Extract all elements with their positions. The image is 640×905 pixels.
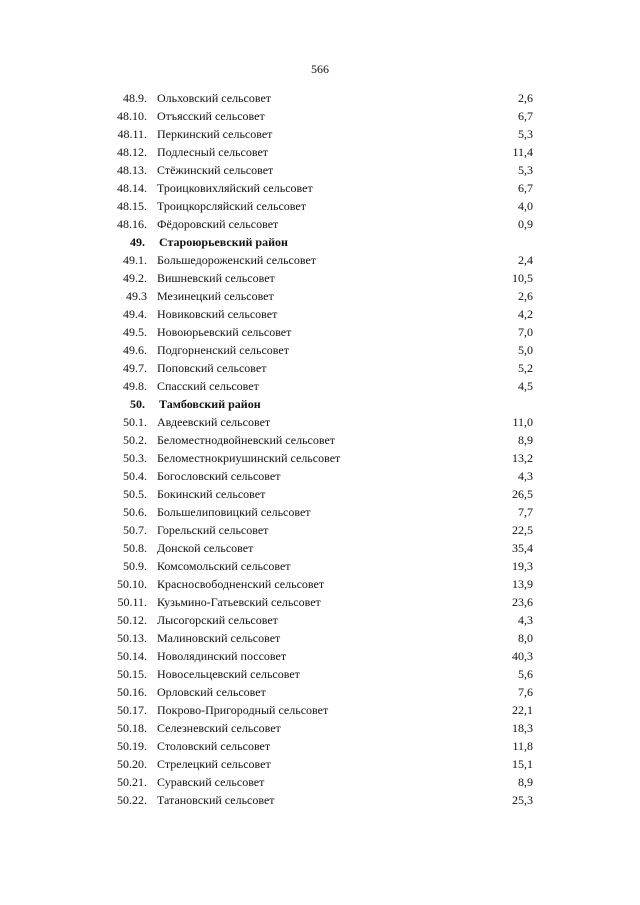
council-name: Спасский сельсовет (157, 379, 259, 393)
table-row (0, 737, 640, 755)
row-number: 50.16. (117, 685, 147, 699)
row-number: 50.1. (123, 415, 147, 429)
row-value: 7,0 (518, 325, 533, 339)
council-name: Лысогорский сельсовет (157, 613, 278, 627)
row-number: 50.17. (117, 703, 147, 717)
council-name: Новоюрьевский сельсовет (157, 325, 292, 339)
table-row (0, 413, 640, 431)
council-name: Суравский сельсовет (157, 775, 265, 789)
council-name: Беломестнокриушинский сельсовет (157, 451, 341, 465)
table-row (0, 125, 640, 143)
row-value: 4,3 (518, 469, 533, 483)
table-row (0, 197, 640, 215)
council-name: Комсомольский сельсовет (157, 559, 291, 573)
row-number: 50.7. (123, 523, 147, 537)
row-value: 22,1 (512, 703, 533, 717)
row-number: 50.9. (123, 559, 147, 573)
row-value: 2,4 (518, 253, 533, 267)
row-value: 2,6 (518, 289, 533, 303)
council-name: Кузьмино-Гатьевский сельсовет (157, 595, 321, 609)
table-row (0, 341, 640, 359)
row-number: 50.4. (123, 469, 147, 483)
row-number: 50.22. (117, 793, 147, 807)
table-row (0, 611, 640, 629)
council-name: Орловский сельсовет (157, 685, 266, 699)
table-row (0, 215, 640, 233)
table-row (0, 179, 640, 197)
row-value: 7,7 (518, 505, 533, 519)
district-name: Тамбовский район (159, 397, 261, 411)
row-number: 50.12. (117, 613, 147, 627)
council-name: Мезинецкий сельсовет (157, 289, 274, 303)
row-value: 7,6 (518, 685, 533, 699)
table-row (0, 305, 640, 323)
council-name: Донской сельсовет (157, 541, 254, 555)
table-row (0, 323, 640, 341)
row-number: 48.15. (117, 199, 147, 213)
table-row (0, 449, 640, 467)
row-number: 49.3 (126, 289, 147, 303)
row-value: 18,3 (512, 721, 533, 735)
council-name: Столовский сельсовет (157, 739, 271, 753)
council-name: Татановский сельсовет (157, 793, 275, 807)
table-row (0, 647, 640, 665)
row-value: 40,3 (512, 649, 533, 663)
row-value: 11,8 (512, 739, 533, 753)
row-value: 13,9 (512, 577, 533, 591)
table-row (0, 287, 640, 305)
council-name: Авдеевский сельсовет (157, 415, 271, 429)
table-row (0, 701, 640, 719)
row-number: 48.13. (117, 163, 147, 177)
page-number: 566 (311, 62, 329, 76)
row-number: 50.11. (117, 595, 147, 609)
council-name: Беломестнодвойневский сельсовет (157, 433, 336, 447)
council-name: Селезневский сельсовет (157, 721, 281, 735)
row-value: 8,0 (518, 631, 533, 645)
row-value: 10,5 (512, 271, 533, 285)
district-name: Староюрьевский район (159, 235, 288, 249)
row-number: 50.6. (123, 505, 147, 519)
table-row (0, 467, 640, 485)
row-value: 15,1 (512, 757, 533, 771)
table-row (0, 269, 640, 287)
row-number: 49.1. (123, 253, 147, 267)
row-value: 5,3 (518, 163, 533, 177)
row-number: 48.10. (117, 109, 147, 123)
council-name: Ольховский сельсовет (157, 91, 272, 105)
row-value: 23,6 (512, 595, 533, 609)
council-name: Покрово-Пригородный сельсовет (157, 703, 329, 717)
table-row (0, 719, 640, 737)
council-name: Троицковихляйский сельсовет (157, 181, 313, 195)
table-body (0, 89, 640, 809)
row-value: 5,0 (518, 343, 533, 357)
table-row (0, 791, 640, 809)
row-value: 6,7 (518, 109, 533, 123)
council-name: Стрелецкий сельсовет (157, 757, 271, 771)
table-row (0, 107, 640, 125)
row-value: 0,9 (518, 217, 533, 231)
row-number: 49.5. (123, 325, 147, 339)
table-row (0, 503, 640, 521)
row-number: 48.14. (117, 181, 147, 195)
council-name: Новиковский сельсовет (157, 307, 278, 321)
row-value: 19,3 (512, 559, 533, 573)
council-name: Красносвободненский сельсовет (157, 577, 325, 591)
row-value: 8,9 (518, 433, 533, 447)
table-row (0, 485, 640, 503)
row-number: 50.10. (117, 577, 147, 591)
row-number: 50.15. (117, 667, 147, 681)
row-value: 4,5 (518, 379, 533, 393)
council-name: Отъясский сельсовет (157, 109, 265, 123)
council-name: Большедороженский сельсовет (157, 253, 317, 267)
row-value: 5,2 (518, 361, 533, 375)
table-row (0, 773, 640, 791)
table-row (0, 359, 640, 377)
table-row (0, 575, 640, 593)
row-value: 8,9 (518, 775, 533, 789)
row-value: 2,6 (518, 91, 533, 105)
table-row (0, 521, 640, 539)
table-row (0, 665, 640, 683)
row-number: 49.6. (123, 343, 147, 357)
council-name: Поповский сельсовет (157, 361, 267, 375)
row-value: 11,0 (512, 415, 533, 429)
council-name: Горельский сельсовет (157, 523, 269, 537)
council-name: Вишневский сельсовет (157, 271, 275, 285)
section-heading-row (0, 395, 640, 413)
council-name: Новосельцевский сельсовет (157, 667, 300, 681)
row-number: 48.12. (117, 145, 147, 159)
council-name: Троицкорсляйский сельсовет (157, 199, 306, 213)
row-number: 50.8. (123, 541, 147, 555)
row-number: 50.20. (117, 757, 147, 771)
row-number: 49.7. (123, 361, 147, 375)
table-row (0, 377, 640, 395)
table-row (0, 89, 640, 107)
section-heading-row (0, 233, 640, 251)
row-value: 22,5 (512, 523, 533, 537)
row-number: 50.19. (117, 739, 147, 753)
row-number: 50.13. (117, 631, 147, 645)
table-row (0, 143, 640, 161)
row-value: 11,4 (512, 145, 533, 159)
council-name: Подгорненский сельсовет (157, 343, 289, 357)
row-value: 35,4 (512, 541, 533, 555)
council-name: Фёдоровский сельсовет (157, 217, 279, 231)
row-number: 50. (130, 397, 145, 411)
council-name: Малиновский сельсовет (157, 631, 281, 645)
table-row (0, 431, 640, 449)
row-number: 50.3. (123, 451, 147, 465)
row-value: 5,6 (518, 667, 533, 681)
row-value: 26,5 (512, 487, 533, 501)
row-value: 6,7 (518, 181, 533, 195)
council-name: Бокинский сельсовет (157, 487, 266, 501)
table-row (0, 683, 640, 701)
row-number: 48.11. (117, 127, 147, 141)
row-number: 49. (130, 235, 145, 249)
row-number: 48.16. (117, 217, 147, 231)
row-number: 49.8. (123, 379, 147, 393)
council-name: Подлесный сельсовет (157, 145, 269, 159)
council-name: Богословский сельсовет (157, 469, 281, 483)
table-row (0, 593, 640, 611)
table-row (0, 539, 640, 557)
row-value: 4,2 (518, 307, 533, 321)
table-row (0, 629, 640, 647)
council-name: Большелиповицкий сельсовет (157, 505, 311, 519)
council-name: Перкинский сельсовет (157, 127, 273, 141)
row-value: 25,3 (512, 793, 533, 807)
row-number: 50.2. (123, 433, 147, 447)
row-number: 50.21. (117, 775, 147, 789)
council-name: Стёжинский сельсовет (157, 163, 274, 177)
row-number: 49.2. (123, 271, 147, 285)
row-number: 50.18. (117, 721, 147, 735)
row-number: 50.5. (123, 487, 147, 501)
table-row (0, 557, 640, 575)
row-number: 50.14. (117, 649, 147, 663)
row-value: 4,0 (518, 199, 533, 213)
row-value: 5,3 (518, 127, 533, 141)
table-row (0, 755, 640, 773)
row-value: 4,3 (518, 613, 533, 627)
row-value: 13,2 (512, 451, 533, 465)
table-row (0, 251, 640, 269)
row-number: 49.4. (123, 307, 147, 321)
row-number: 48.9. (123, 91, 147, 105)
table-row (0, 161, 640, 179)
council-name: Новолядинский поссовет (157, 649, 287, 663)
